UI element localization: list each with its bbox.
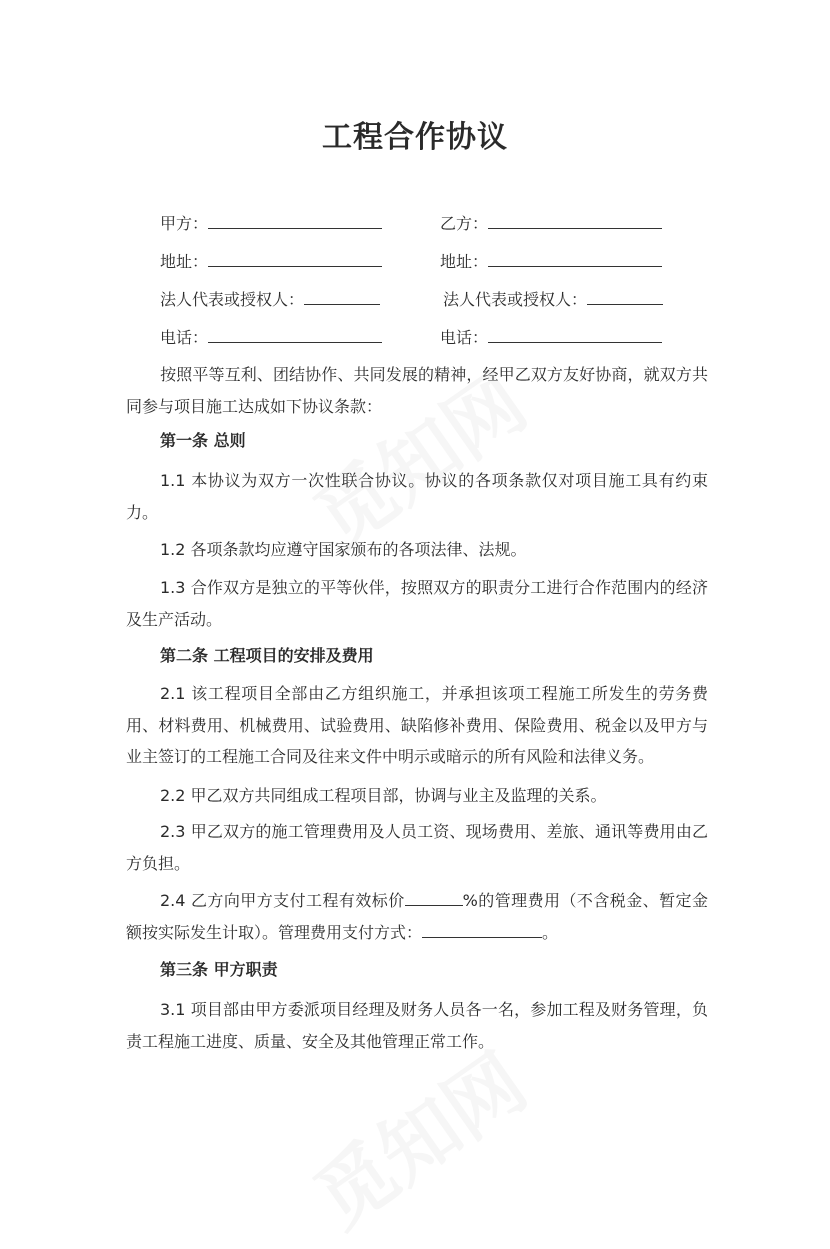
intro-text: 按照平等互利、团结协作、共同发展的精神，经甲乙双方友好协商，就双方共同参与项目施工达成如下协议条款： xyxy=(126,365,708,416)
clause-2-3-text: 2.3 甲乙双方的施工管理费用及人员工资、现场费用、差旅、通讯等费用由乙方负担。 xyxy=(126,822,708,873)
clause-2-4-text-2: %的管理费用（不含税金、暂定金额按实际发生计取）。管理费用支付方式： xyxy=(126,891,708,942)
fee-percent-blank xyxy=(405,888,463,906)
party-b-blank xyxy=(488,211,662,229)
clause-1-2 xyxy=(126,534,708,566)
clause-2-1 xyxy=(126,678,708,773)
party-a-phone-field xyxy=(160,325,382,349)
clause-2-4-text-1: 2.4 乙方向甲方支付工程有效标价 xyxy=(160,891,405,910)
party-a-address-label: 地址： xyxy=(160,252,209,271)
party-a-phone-blank xyxy=(208,325,382,343)
party-b-address-field xyxy=(440,249,662,273)
clause-2-4 xyxy=(126,885,708,948)
party-b-address-blank xyxy=(488,249,662,267)
party-b-rep-blank xyxy=(587,287,663,305)
party-a-blank xyxy=(208,211,382,229)
party-b-name-field xyxy=(440,211,662,235)
clause-1-3-text: 1.3 合作双方是独立的平等伙伴，按照双方的职责分工进行合作范围内的经济及生产活动。 xyxy=(126,578,708,629)
clause-2-2-text: 2.2 甲乙双方共同组成工程项目部，协调与业主及监理的关系。 xyxy=(160,786,607,805)
clause-2-4-text-3: 。 xyxy=(542,922,559,942)
article-2-heading: 第二条 工程项目的安排及费用 xyxy=(160,646,374,665)
intro-paragraph xyxy=(126,359,708,422)
party-a-rep-label: 法人代表或授权人： xyxy=(160,290,305,309)
clause-2-3 xyxy=(126,816,708,879)
party-b-label: 乙方： xyxy=(440,214,489,233)
clause-1-1 xyxy=(126,465,708,528)
clause-1-2-text: 1.2 各项条款均应遵守国家颁布的各项法律、法规。 xyxy=(160,540,527,559)
party-a-address-blank xyxy=(208,249,382,267)
party-a-name-field xyxy=(160,211,382,235)
party-b-address-label: 地址： xyxy=(440,252,489,271)
clause-1-1-text: 1.1 本协议为双方一次性联合协议。协议的各项条款仅对项目施工具有约束力。 xyxy=(126,471,708,522)
document-title: 工程合作协议 xyxy=(322,120,508,155)
payment-method-blank xyxy=(422,920,542,938)
article-1-heading: 第一条 总则 xyxy=(160,431,246,450)
party-a-address-field xyxy=(160,249,382,273)
party-b-phone-field xyxy=(440,325,662,349)
party-a-label: 甲方： xyxy=(160,214,209,233)
party-a-phone-label: 电话： xyxy=(160,328,209,347)
article-3-heading: 第三条 甲方职责 xyxy=(160,960,278,979)
party-a-rep-field xyxy=(160,287,380,311)
party-b-phone-label: 电话： xyxy=(440,328,489,347)
party-b-phone-blank xyxy=(488,325,662,343)
party-a-rep-blank xyxy=(304,287,380,305)
clause-3-1-text: 3.1 项目部由甲方委派项目经理及财务人员各一名，参加工程及财务管理，负责工程施工进度、质量、安全及其他管理正常工作。 xyxy=(126,1000,708,1051)
clause-2-1-text: 2.1 该工程项目全部由乙方组织施工，并承担该项工程施工所发生的劳务费用、材料费用、机械费用、试验费用、缺陷修补费用、保险费用、税金以及甲方与业主签订的工程施工合同及往来文件中明示或暗示的所有风险和法律义务。 xyxy=(126,684,708,766)
party-b-rep-label: 法人代表或授权人： xyxy=(443,290,588,309)
clause-2-2 xyxy=(126,780,708,812)
party-b-rep-field xyxy=(443,287,663,311)
clause-3-1 xyxy=(126,994,708,1057)
clause-1-3 xyxy=(126,572,708,635)
